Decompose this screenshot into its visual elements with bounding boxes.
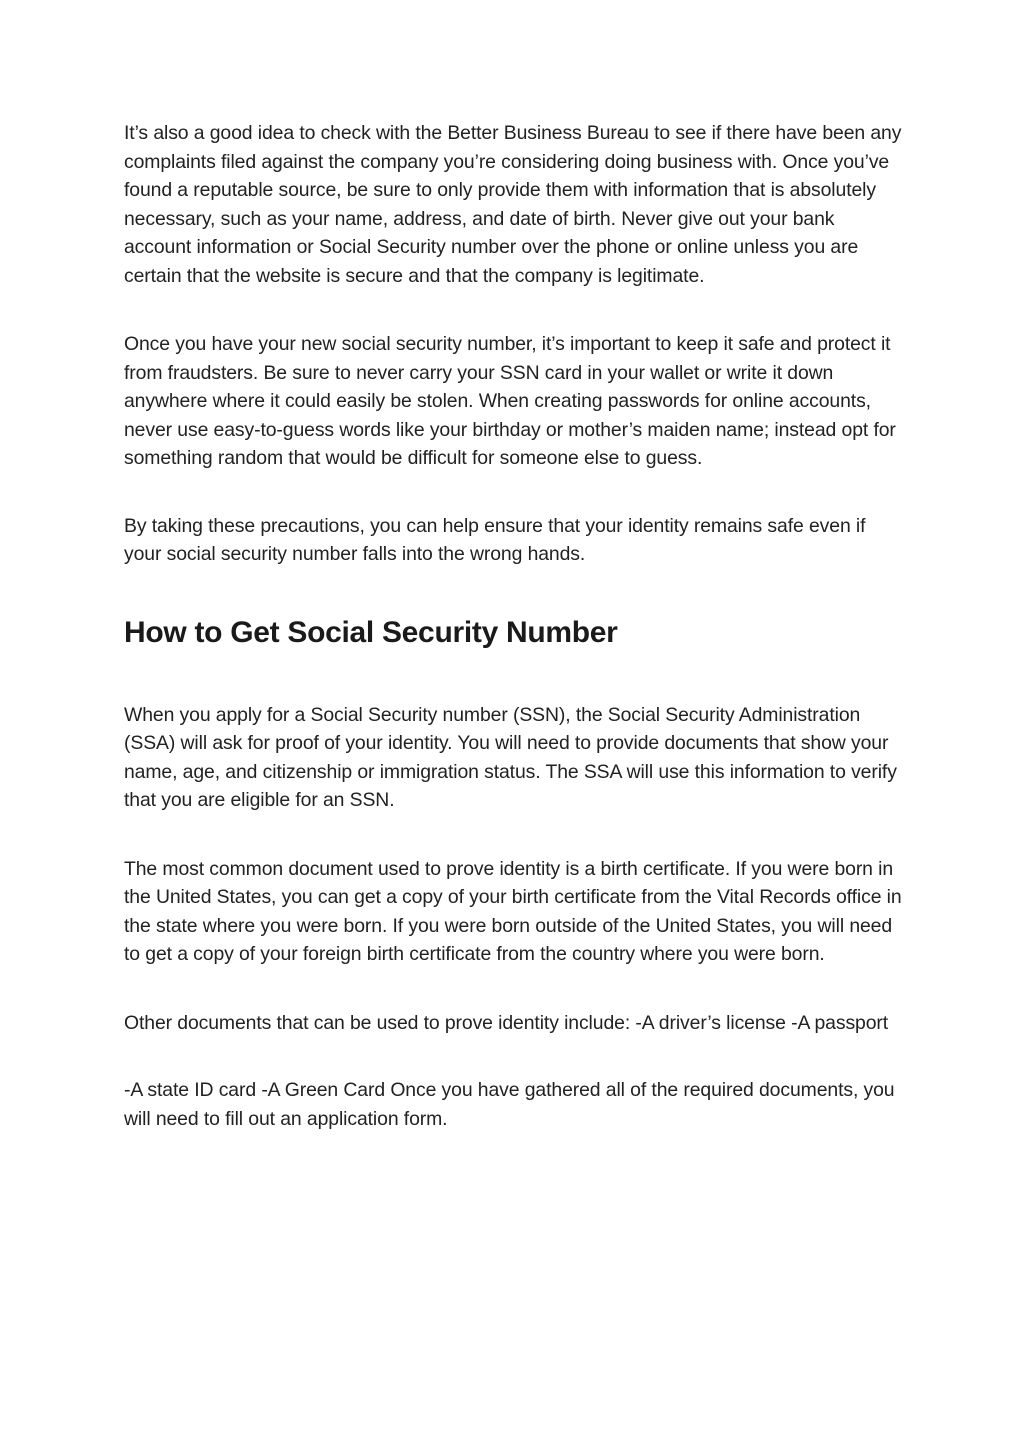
- paragraph-precautions: By taking these precautions, you can help ensure that your identity remains safe even if your social security number falls into the wrong hands.: [124, 514, 866, 565]
- paragraph-other-documents: Other documents that can be used to prove identity include: -A driver’s license -A passport: [124, 1011, 889, 1034]
- paragraph-bbb-check: It’s also a good idea to check with the Better Business Bureau to see if there have been any complaints filed against the company you’re considering doing business with. Once you’ve found a reputable source, be sure to only provide them with information that is absolutely necessary, such as your name, address, and date of birth. Never give out your bank account information or Social Security number over the phone or online unless you are certain that the website is secure and that the company is legitimate.: [124, 122, 902, 287]
- paragraph-apply-ssn: When you apply for a Social Security number (SSN), the Social Security Administration (SSA) will ask for proof of your identity. You will need to provide documents that show your name, age, and citizenship or immigration status. The SSA will use this information to verify that you are eligible for an SSN.: [124, 703, 897, 811]
- paragraph-birth-certificate: The most common document used to prove identity is a birth certificate. If you were born in the United States, you can get a copy of your birth certificate from the Vital Records office in the state where you were born. If you were born outside of the United States, you will need to get a copy of your foreign birth certificate from the country where you were born.: [124, 857, 902, 965]
- paragraph-state-id: -A state ID card -A Green Card Once you have gathered all of the required documents, you will need to fill out an application form.: [124, 1079, 895, 1130]
- document-page: [124, 119, 904, 1133]
- section-heading: How to Get Social Security Number: [124, 615, 618, 649]
- paragraph-protect-ssn: Once you have your new social security number, it’s important to keep it safe and protect it from fraudsters. Be sure to never carry your SSN card in your wallet or write it down anywhere where it could easily be stolen. When creating passwords for online accounts, never use easy-to-guess words like your birthday or mother’s maiden name; instead opt for something random that would be difficult for someone else to guess.: [124, 333, 896, 469]
